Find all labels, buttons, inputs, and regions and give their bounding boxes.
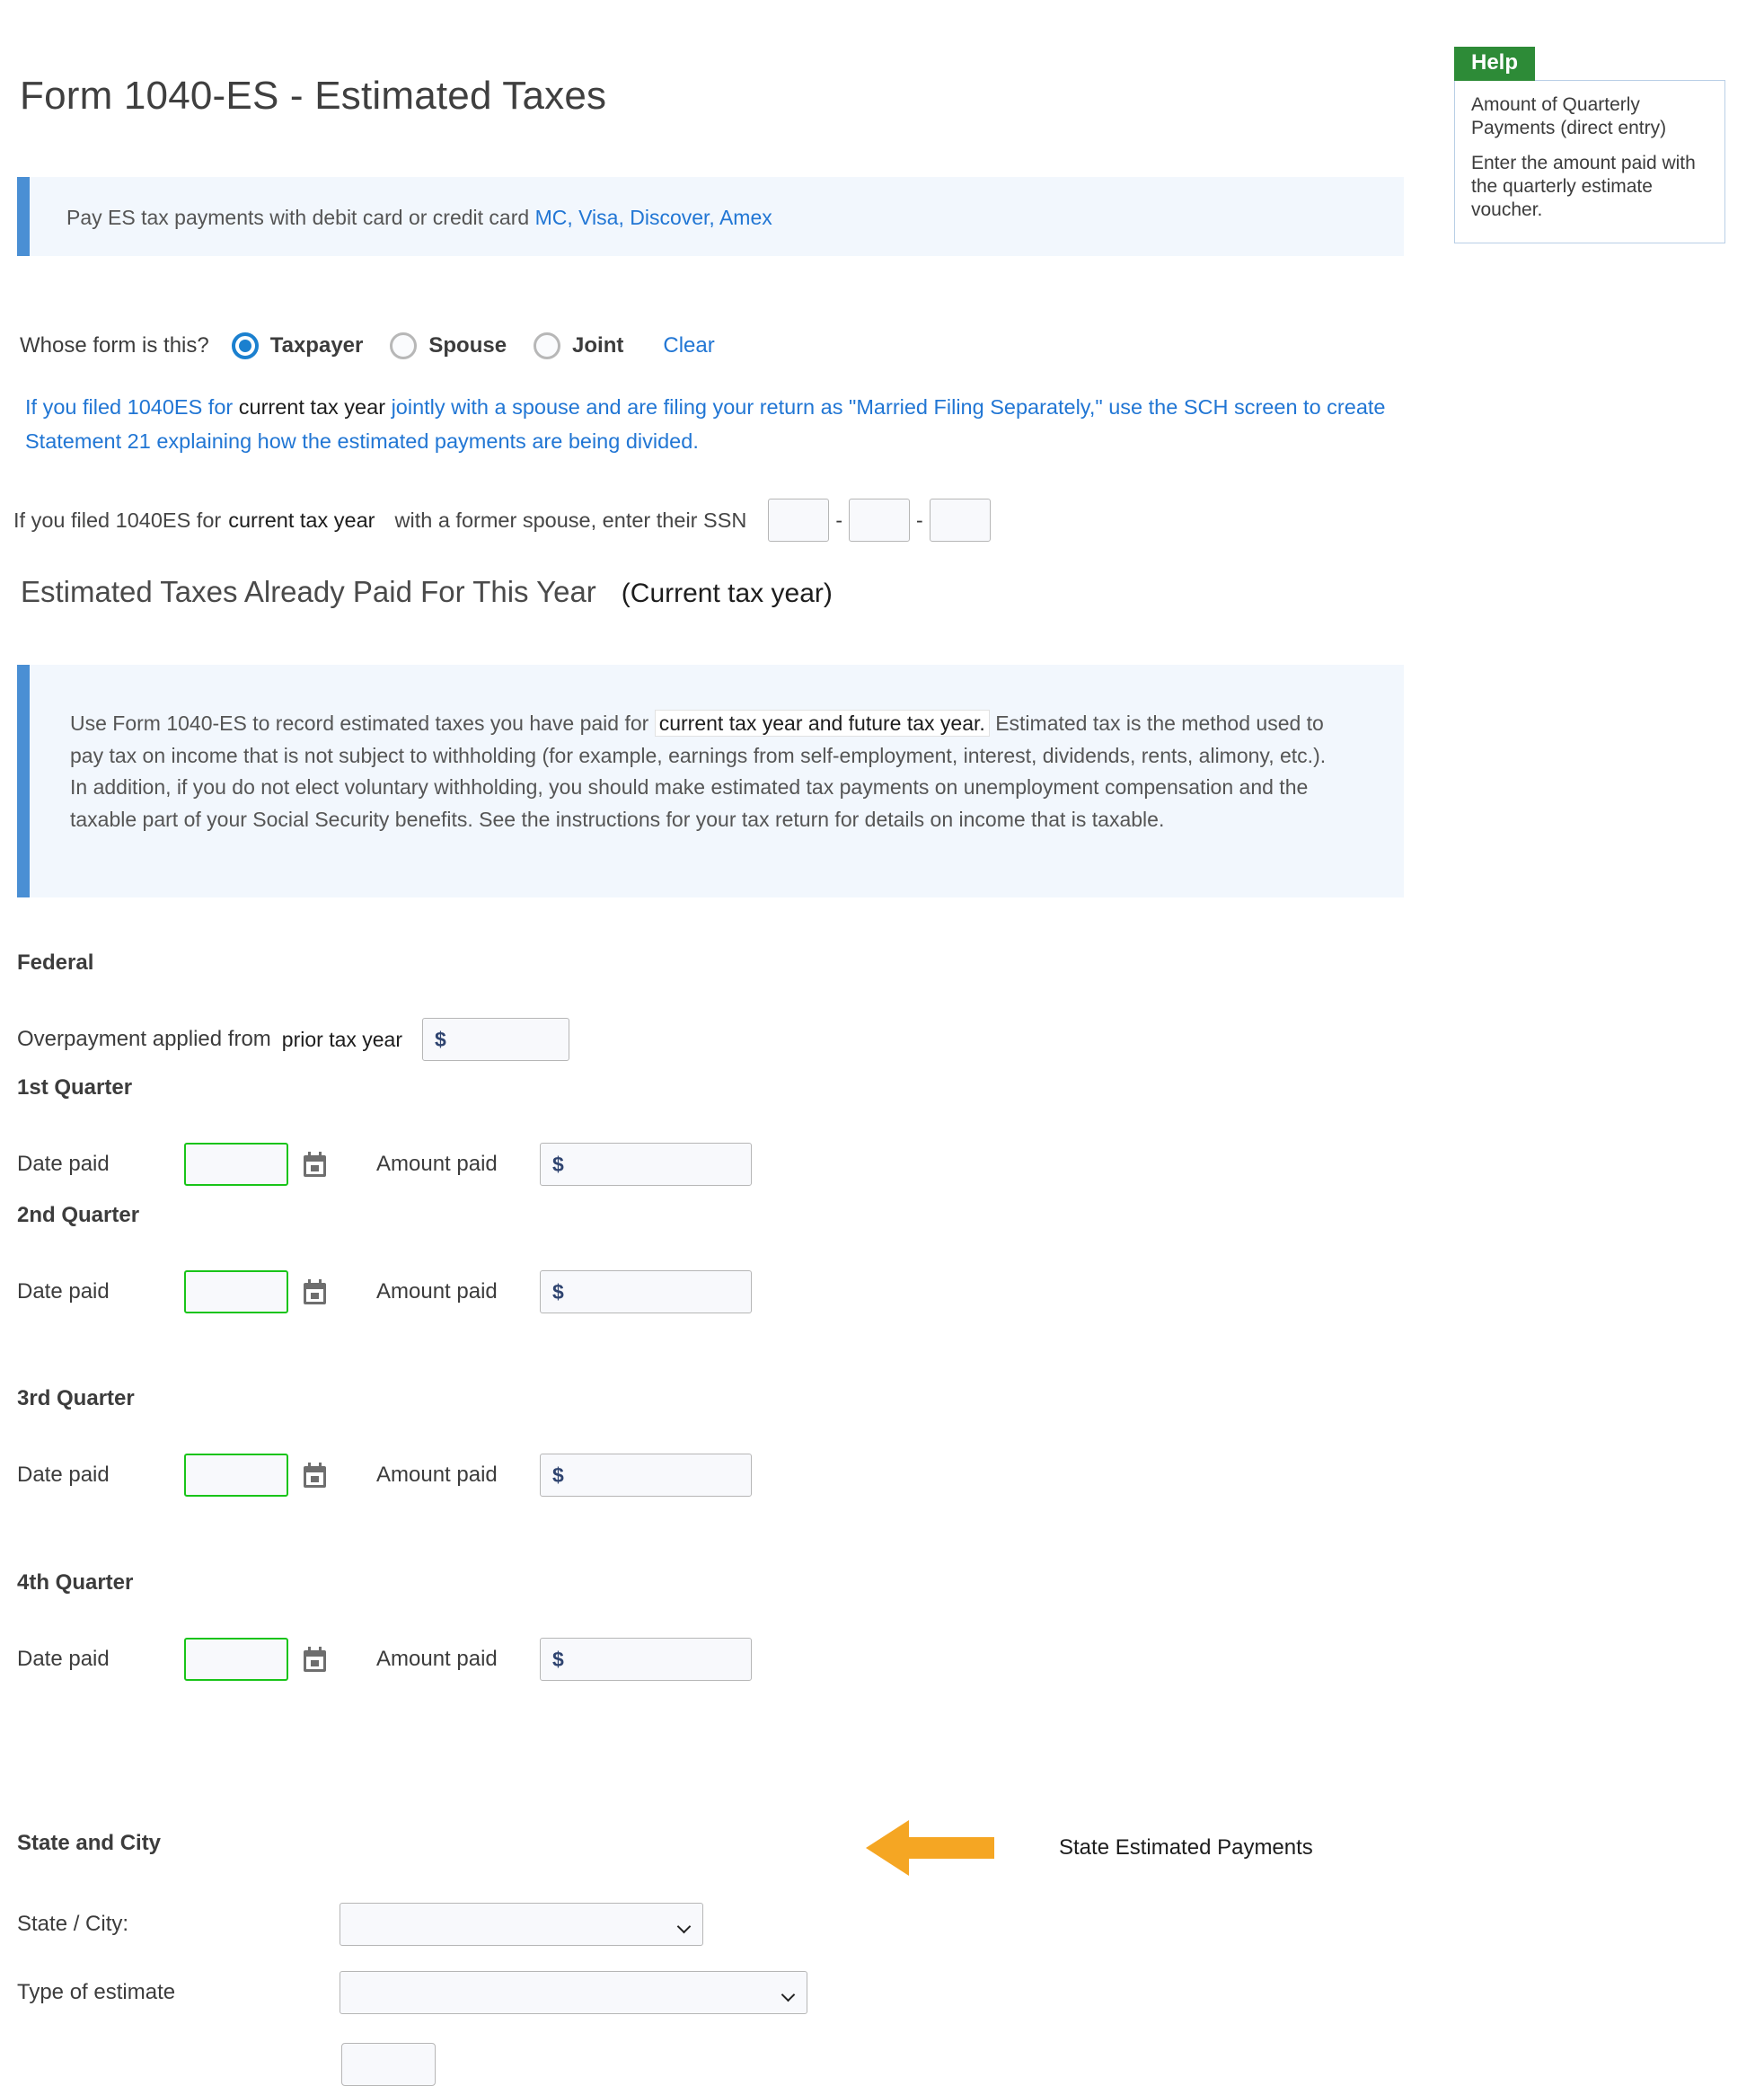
calendar-icon[interactable] (303, 1463, 327, 1489)
state-city-label: State / City: (17, 1912, 129, 1936)
usage-text-before: Use Form 1040-ES to record estimated taxes you have paid for (70, 712, 649, 735)
radio-option-spouse[interactable] (390, 332, 507, 359)
overpayment-label: Overpayment applied from (17, 1027, 271, 1051)
joint-note-part-2: jointly with a spouse and are filing your return as "Married Filing Separately," use the SCH screen to create Statement 21 explaining how the estimated payments are being divided. (25, 395, 1386, 453)
state-payments-annotation (866, 1818, 1313, 1878)
quarter-3-amount-field[interactable] (540, 1454, 752, 1497)
radio-taxpayer-label: Taxpayer (269, 333, 364, 358)
quarter-4-amount-field[interactable] (540, 1638, 752, 1681)
quarter-4-date-field[interactable] (184, 1638, 288, 1681)
quarter-1-date-field[interactable] (184, 1143, 288, 1186)
help-body (1454, 80, 1725, 243)
partial-field-below-fold[interactable] (341, 2043, 436, 2086)
radio-joint-label: Joint (572, 333, 624, 358)
quarter-3-date-label: Date paid (17, 1463, 110, 1487)
usage-info-text (70, 708, 1345, 835)
quarter-1-amount-field[interactable] (540, 1143, 752, 1186)
former-spouse-text-before: If you filed 1040ES for (13, 508, 222, 532)
federal-heading: Federal (17, 950, 94, 975)
usage-info-callout (17, 665, 1404, 897)
quarter-1-title: 1st Quarter (17, 1075, 133, 1100)
overpayment-amount-field[interactable] (422, 1018, 569, 1061)
ssn-field-part-3[interactable] (930, 499, 991, 542)
whose-form-row (20, 332, 715, 359)
card-brands-link[interactable]: MC, Visa, Discover, Amex (534, 206, 772, 229)
quarter-3-title: 3rd Quarter (17, 1386, 135, 1410)
whose-form-label: Whose form is this? (20, 333, 209, 358)
section-heading-row (21, 575, 833, 609)
radio-spouse-indicator[interactable] (390, 332, 417, 359)
help-panel (1454, 47, 1725, 243)
currency-symbol: $ (552, 1152, 564, 1176)
help-paragraph-1: Amount of Quarterly Payments (direct entry) (1471, 94, 1667, 139)
payment-info-text (66, 206, 772, 230)
quarter-2-title: 2nd Quarter (17, 1203, 140, 1227)
quarter-1-amount-label: Amount paid (376, 1152, 498, 1176)
state-city-select[interactable] (340, 1903, 703, 1946)
usage-year-highlight: current tax year and future tax year. (655, 710, 990, 737)
ssn-field-part-1[interactable] (768, 499, 829, 542)
currency-symbol: $ (435, 1027, 446, 1051)
payment-info-lead: Pay ES tax payments with debit card or credit card (66, 206, 535, 229)
quarter-2-row (17, 1270, 752, 1313)
quarter-1-row (17, 1143, 752, 1186)
quarter-4-row (17, 1638, 752, 1681)
type-of-estimate-label: Type of estimate (17, 1980, 176, 2004)
clear-link[interactable]: Clear (663, 333, 715, 358)
currency-symbol: $ (552, 1463, 564, 1487)
joint-note-part-1: If you filed 1040ES for (25, 395, 234, 419)
radio-spouse-label: Spouse (428, 333, 507, 358)
currency-symbol: $ (552, 1647, 564, 1671)
quarter-2-date-field[interactable] (184, 1270, 288, 1313)
section-heading-main: Estimated Taxes Already Paid For This Year (21, 575, 596, 608)
arrow-left-icon (866, 1818, 994, 1878)
radio-taxpayer-indicator[interactable] (232, 332, 259, 359)
calendar-icon[interactable] (303, 1647, 327, 1673)
joint-note-year: current tax year (238, 395, 386, 419)
joint-filing-note (25, 390, 1462, 458)
state-city-select-row (17, 1903, 703, 1946)
section-heading-sub: (Current tax year) (621, 579, 833, 608)
radio-joint-indicator[interactable] (534, 332, 560, 359)
quarter-2-amount-field[interactable] (540, 1270, 752, 1313)
ssn-field-part-2[interactable] (849, 499, 910, 542)
help-paragraph-2: Enter the amount paid with the quarterly estimate voucher. (1471, 152, 1696, 220)
quarter-4-title: 4th Quarter (17, 1570, 134, 1595)
calendar-icon[interactable] (303, 1152, 327, 1178)
usage-text-after: Estimated tax is the method used to pay tax on income that is not subject to withholding (for example, earnings from self-employment, interest, dividends, rents, alimony, etc.). In addition, if you do not elect voluntary withholding, you should make estimated tax payments on unemployment compensation and the taxable part of your Social Security benefits. See the instructions for your tax return for details on income that is taxable. (70, 712, 1327, 831)
quarter-1-date-label: Date paid (17, 1152, 110, 1176)
state-city-heading: State and City (17, 1831, 162, 1855)
quarter-3-amount-label: Amount paid (376, 1463, 498, 1487)
payment-info-callout (17, 177, 1404, 256)
calendar-icon[interactable] (303, 1279, 327, 1305)
radio-option-joint[interactable] (534, 332, 623, 359)
quarter-3-date-field[interactable] (184, 1454, 288, 1497)
ssn-separator-1: - (835, 508, 843, 532)
radio-option-taxpayer[interactable] (232, 332, 364, 359)
page-title: Form 1040-ES - Estimated Taxes (20, 74, 607, 118)
help-tab-label[interactable]: Help (1454, 47, 1535, 81)
type-of-estimate-row (17, 1971, 807, 2014)
currency-symbol: $ (552, 1279, 564, 1304)
quarter-4-amount-label: Amount paid (376, 1647, 498, 1671)
former-spouse-ssn-row (13, 499, 991, 542)
type-of-estimate-select[interactable] (340, 1971, 807, 2014)
former-spouse-year: current tax year (228, 508, 375, 532)
quarter-2-amount-label: Amount paid (376, 1279, 498, 1304)
overpayment-row (17, 1018, 569, 1061)
overpayment-year: prior tax year (281, 1027, 403, 1051)
former-spouse-text-after: with a former spouse, enter their SSN (394, 508, 747, 532)
quarter-4-date-label: Date paid (17, 1647, 110, 1671)
ssn-separator-2: - (916, 508, 923, 532)
state-payments-annotation-label: State Estimated Payments (1059, 1835, 1313, 1860)
quarter-3-row (17, 1454, 752, 1497)
quarter-2-date-label: Date paid (17, 1279, 110, 1304)
